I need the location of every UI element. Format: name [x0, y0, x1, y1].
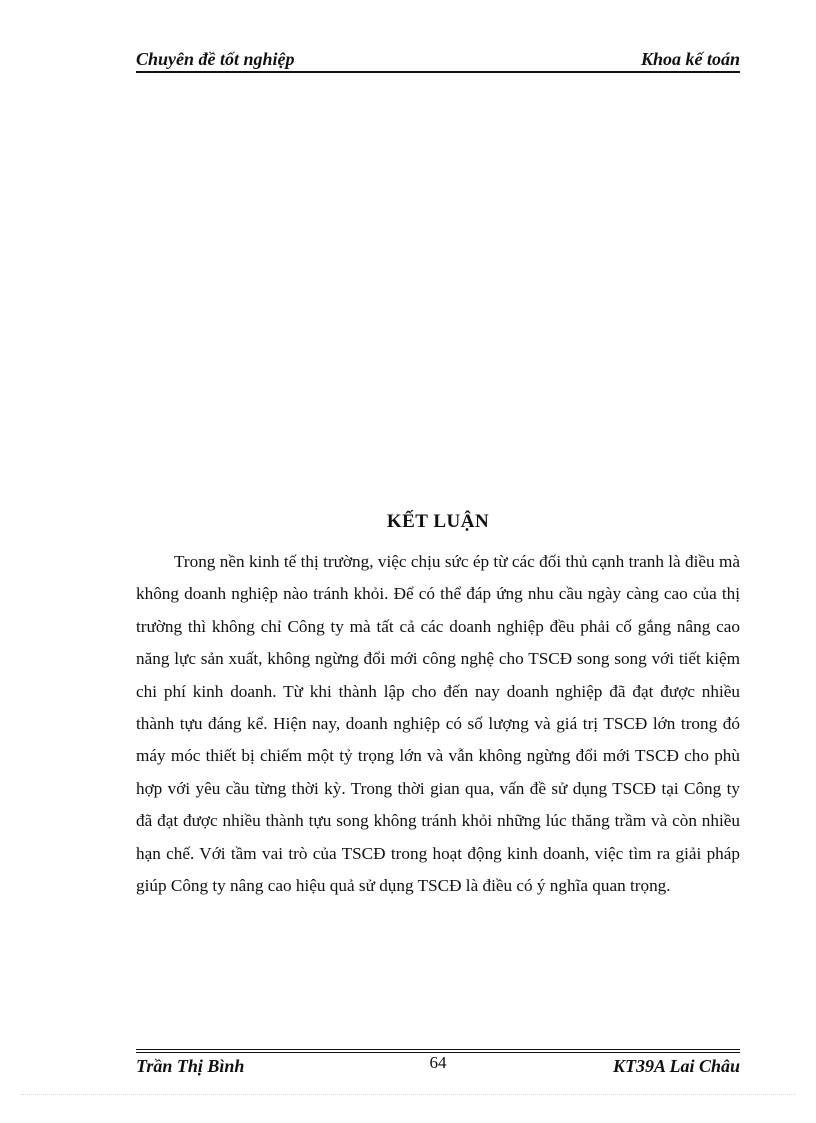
- page-header: [136, 48, 740, 72]
- section-title: KẾT LUẬN: [386, 511, 490, 532]
- footer-class: KT39A Lai Châu: [612, 1056, 740, 1076]
- footer-author: Trần Thị Bình: [136, 1056, 245, 1076]
- header-left-text: Chuyên đề tốt nghiệp: [136, 49, 295, 69]
- page-footer: [136, 1054, 740, 1078]
- body-paragraph: Trong nền kinh tế thị trường, việc chịu sức ép từ các đối thủ cạnh tranh là điều mà không doanh nghiệp nào tránh khỏi. Để có thể đáp ứng nhu cầu ngày càng cao của thị trường thì không chỉ Công ty mà tất cả các doanh nghiệp đều phải cố gắng nâng cao năng lực sản xuất, không ngừng đổi mới công nghệ cho TSCĐ song song với tiết kiệm chi phí kinh doanh. Từ khi thành lập cho đến nay doanh nghiệp đã đạt được nhiều thành tựu đáng kể. Hiện nay, doanh nghiệp có số lượng và giá trị TSCĐ lớn trong đó máy móc thiết bị chiếm một tỷ trọng lớn và vẫn không ngừng đổi mới TSCĐ cho phù hợp với yêu cầu từng thời kỳ. Trong thời gian qua, vấn đề sử dụng TSCĐ tại Công ty đã đạt được nhiều thành tựu song không tránh khỏi những lúc thăng trầm và còn nhiều hạn chế. Với tầm vai trò của TSCĐ trong hoạt động kinh doanh, việc tìm ra giải pháp giúp Công ty nâng cao hiệu quả sử dụng TSCĐ là điều có ý nghĩa quan trọng.: [136, 552, 740, 896]
- page-number: 64: [429, 1053, 447, 1072]
- header-divider: [136, 71, 740, 73]
- page-bottom-dotted-line: [20, 1094, 796, 1095]
- header-right-text: Khoa kế toán: [640, 49, 740, 69]
- footer-divider-top: [136, 1049, 740, 1050]
